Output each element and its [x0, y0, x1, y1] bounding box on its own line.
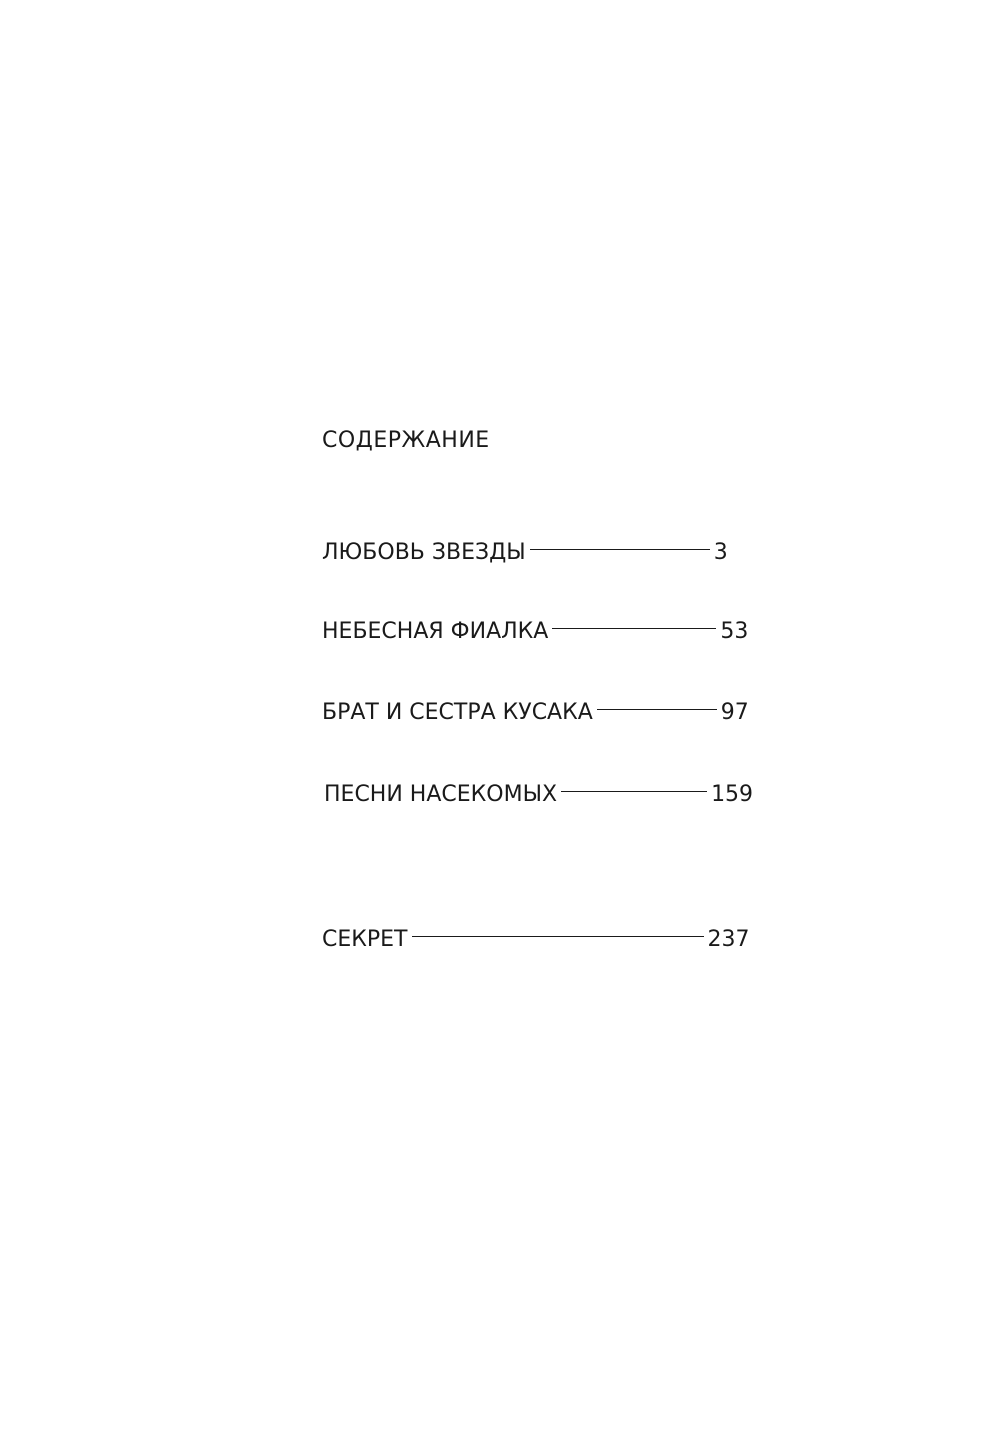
toc-entry [324, 778, 753, 810]
toc-entry [322, 615, 748, 647]
toc-entry [322, 536, 728, 568]
toc-leader-line [561, 791, 707, 792]
toc-entry-label: БРАТ И СЕСТРА КУСАКА [322, 699, 593, 725]
toc-entry-page-number: 97 [720, 699, 749, 725]
toc-entry-label: ПЕСНИ НАСЕКОМЫХ [324, 781, 558, 807]
toc-title: СОДЕРЖАНИЕ [322, 428, 490, 453]
toc-entry-label: СЕКРЕТ [322, 926, 408, 952]
toc-entry-page-number: 53 [720, 618, 749, 644]
toc-entry-label: НЕБЕСНАЯ ФИАЛКА [322, 618, 549, 644]
toc-entry-page-number: 159 [711, 781, 754, 807]
toc-entry-label: ЛЮБОВЬ ЗВЕЗДЫ [322, 539, 526, 565]
toc-entry-page-number: 237 [707, 926, 750, 952]
toc-leader-line [530, 549, 710, 550]
toc-leader-line [412, 936, 704, 937]
toc-entry [322, 923, 750, 955]
toc-leader-line [597, 709, 717, 710]
toc-entry [322, 696, 749, 728]
toc-leader-line [552, 628, 716, 629]
toc-entry-page-number: 3 [713, 539, 728, 565]
